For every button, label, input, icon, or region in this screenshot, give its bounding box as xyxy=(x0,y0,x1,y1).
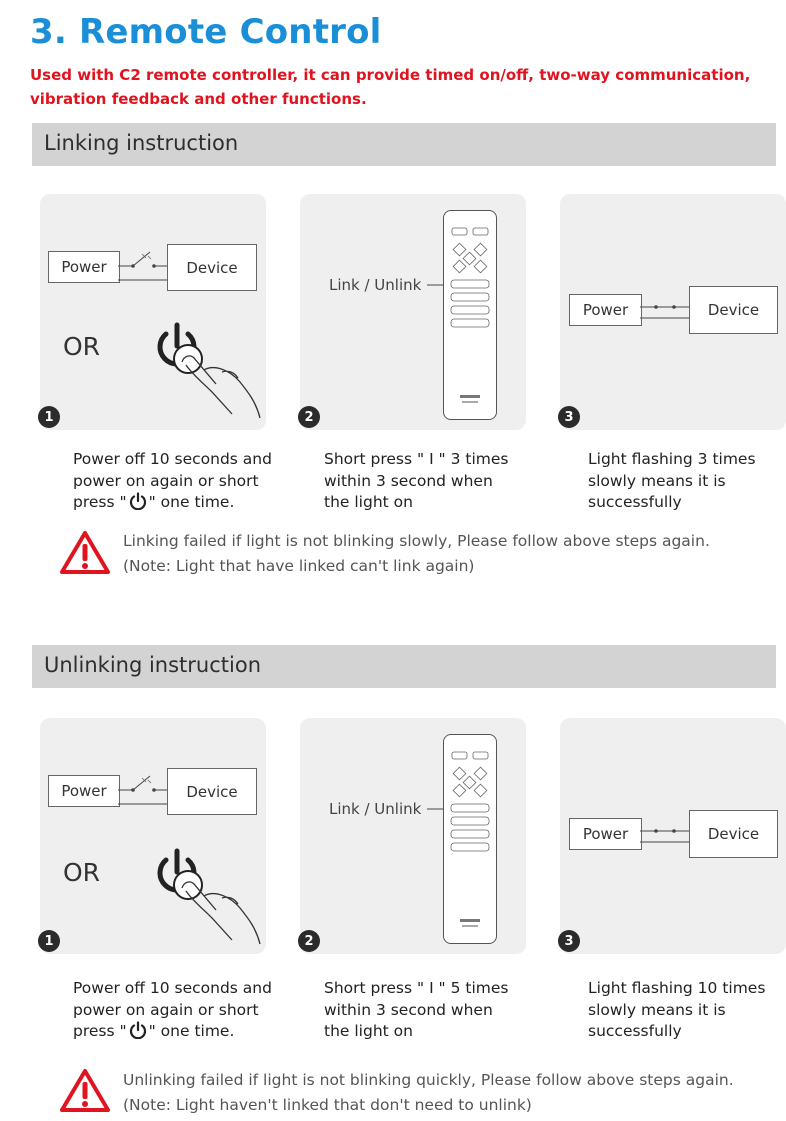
page-subtitle: Used with C2 remote controller, it can provide timed on/off, two-way communication, vibration feedback and other functions. xyxy=(30,66,751,108)
power-icon xyxy=(129,492,147,510)
page-title: 3. Remote Control xyxy=(30,12,382,52)
connected-wiring-icon xyxy=(640,298,690,322)
power-box: Power xyxy=(48,251,120,283)
unlinking-step2-description: Short press " I " 5 times within 3 second when the light on xyxy=(324,979,509,1040)
warning-icon xyxy=(59,1068,111,1113)
unlinking-step2-panel xyxy=(300,718,526,954)
power-box: Power xyxy=(48,775,120,807)
device-box: Device xyxy=(167,244,257,291)
unlinking-section-header xyxy=(32,645,776,688)
linking-warning-text: Linking failed if light is not blinking slowly, Please follow above steps again. (Note: Light that have linked can't link again) xyxy=(123,532,710,575)
linking-step2-panel xyxy=(300,194,526,430)
link-pointer-line xyxy=(427,808,443,810)
device-box: Device xyxy=(689,810,778,858)
device-box: Device xyxy=(167,768,257,815)
step-number-badge: 3 xyxy=(558,406,580,428)
c2-remote-illustration xyxy=(443,734,497,944)
linking-step1-description: Power off 10 seconds and power on again or short press " " one time. xyxy=(73,450,272,511)
link-unlink-label: Link / Unlink xyxy=(329,276,422,294)
or-label: OR xyxy=(63,332,101,361)
linking-step2-description: Short press " I " 3 times within 3 second when the light on xyxy=(324,450,509,511)
hand-press-power-icon xyxy=(152,322,262,427)
link-pointer-line xyxy=(427,284,443,286)
or-label: OR xyxy=(63,858,101,887)
unlinking-section-title: Unlinking instruction xyxy=(44,653,262,677)
hand-press-power-icon xyxy=(152,848,262,953)
linking-step3-description: Light flashing 3 times slowly means it is successfully xyxy=(588,450,756,511)
step-number-badge: 2 xyxy=(298,406,320,428)
unlinking-warning-text: Unlinking failed if light is not blinking quickly, Please follow above steps again. (Note: Light haven't linked that don't need to unlink) xyxy=(123,1071,734,1114)
device-box: Device xyxy=(689,286,778,334)
power-icon xyxy=(129,1021,147,1039)
link-unlink-label: Link / Unlink xyxy=(329,800,422,818)
unlinking-step1-panel xyxy=(40,718,266,954)
linking-step3-panel xyxy=(560,194,786,430)
unlinking-step3-panel xyxy=(560,718,786,954)
step-number-badge: 1 xyxy=(38,930,60,952)
connected-wiring-icon xyxy=(640,822,690,846)
linking-section-title: Linking instruction xyxy=(44,131,239,155)
switch-wiring-icon xyxy=(118,244,168,289)
c2-remote-illustration xyxy=(443,210,497,420)
step-number-badge: 3 xyxy=(558,930,580,952)
power-box: Power xyxy=(569,294,642,326)
warning-icon xyxy=(59,530,111,575)
step-number-badge: 2 xyxy=(298,930,320,952)
linking-section-header xyxy=(32,123,776,166)
linking-step1-panel xyxy=(40,194,266,430)
switch-wiring-icon xyxy=(118,768,168,813)
power-box: Power xyxy=(569,818,642,850)
unlinking-step1-description: Power off 10 seconds and power on again or short press " " one time. xyxy=(73,979,272,1040)
unlinking-step3-description: Light flashing 10 times slowly means it is successfully xyxy=(588,979,766,1040)
step-number-badge: 1 xyxy=(38,406,60,428)
